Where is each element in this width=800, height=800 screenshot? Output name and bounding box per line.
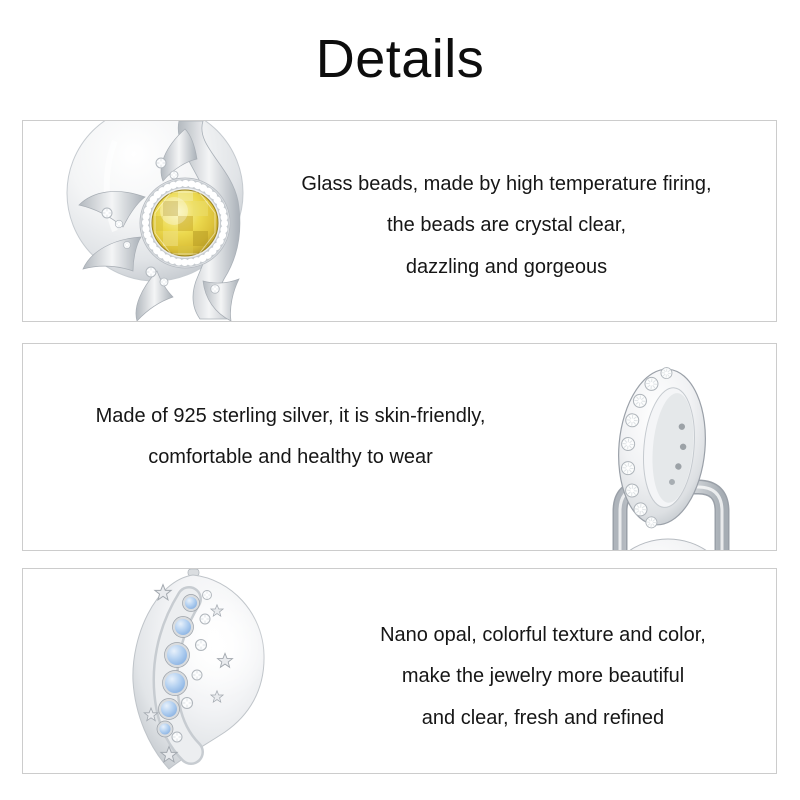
text-line: Glass beads, made by high temperature firing, <box>301 172 712 195</box>
info-card-glass-beads <box>22 120 777 322</box>
bail-charm-image <box>580 361 777 551</box>
info-card-nano-opal <box>22 568 777 774</box>
text-line: and clear, fresh and refined <box>421 706 665 729</box>
text-line: Made of 925 sterling silver, it is skin-friendly, <box>95 404 486 427</box>
text-line: dazzling and gorgeous <box>405 255 608 278</box>
page-title: Details <box>315 29 485 89</box>
info-card-sterling-silver <box>22 343 777 551</box>
text-line: Nano opal, colorful texture and color, <box>380 623 706 646</box>
text-line: the beads are crystal clear, <box>386 214 626 237</box>
nano-opal-text <box>318 569 768 773</box>
moon-charm-icon <box>113 569 273 774</box>
sterling-silver-text <box>33 344 548 550</box>
text-line: make the jewelry more beautiful <box>401 665 685 688</box>
text-line: comfortable and healthy to wear <box>148 446 433 468</box>
glass-beads-text <box>251 121 762 321</box>
moon-charm-image <box>113 569 273 774</box>
bail-charm-icon <box>580 361 777 551</box>
